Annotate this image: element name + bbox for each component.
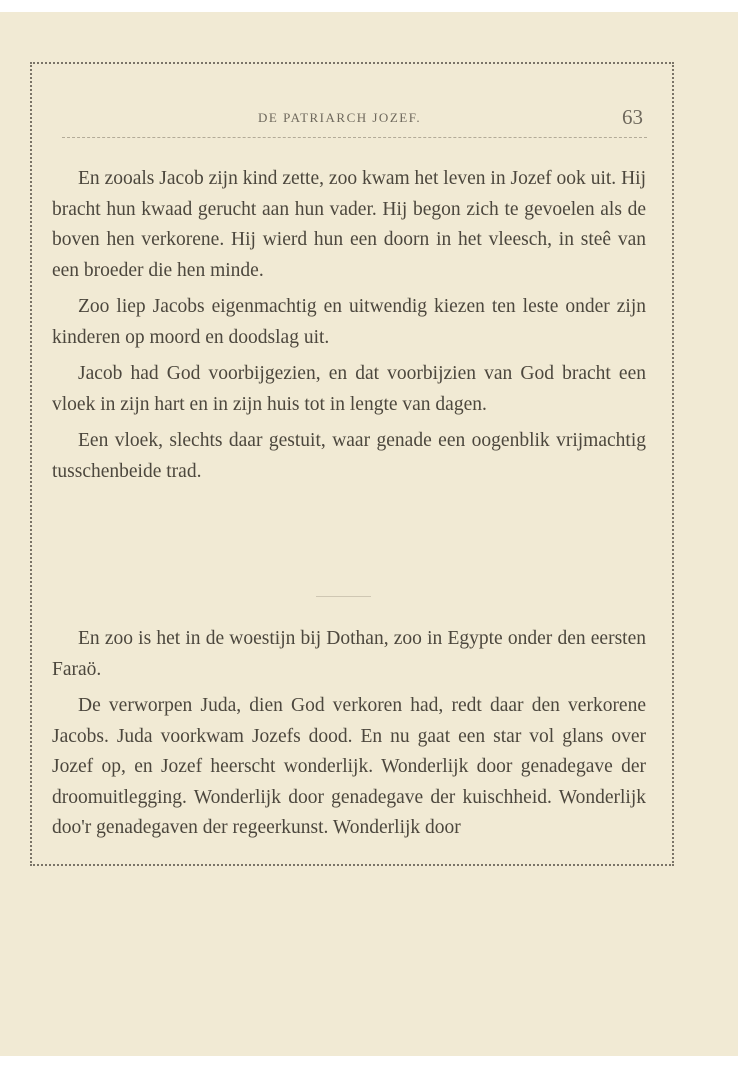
paragraph: En zooals Jacob zijn kind zette, zoo kwam het leven in Jozef ook uit. Hij bracht hun kwaad gerucht aan hun vader. Hij begon zich te gevoelen als de boven hen verkorene. Hij wierd hun een doorn in het vleesch, in steê van een broeder die hen minde. [52, 168, 646, 281]
paragraph: Jacob had God voorbijgezien, en dat voorbijzien van God bracht een vloek in zijn hart en in zijn huis tot in lengte van dagen. [52, 363, 646, 415]
paragraph: Een vloek, slechts daar gestuit, waar genade een oogenblik vrijmachtig tusschenbeide trad. [52, 430, 646, 482]
section-2 [52, 624, 646, 850]
paragraph: Zoo liep Jacobs eigenmachtig en uitwendig kiezen ten leste onder zijn kinderen op moord en doodslag uit. [52, 296, 646, 348]
page-number: 63 [622, 105, 643, 129]
paragraph: En zoo is het in de woestijn bij Dothan, zoo in Egypte onder den eersten Faraö. [52, 628, 646, 680]
running-head: DE PATRIARCH JOZEF. [258, 110, 422, 125]
paragraph: De verworpen Juda, dien God verkoren had, redt daar den verkorene Jacobs. Juda voorkwam Jozefs dood. En nu gaat een star vol glans over Jozef op, en Jozef heerscht wonderlijk. Wonderlijk door genadegave der droomuitlegging. Wonderlijk door genadegave der kuischheid. Wonderlijk doo'r genadegaven der regeerkunst. Wonderlijk door [52, 695, 646, 838]
header-rule [62, 137, 647, 138]
section-1 [52, 164, 646, 493]
section-divider [316, 596, 371, 597]
